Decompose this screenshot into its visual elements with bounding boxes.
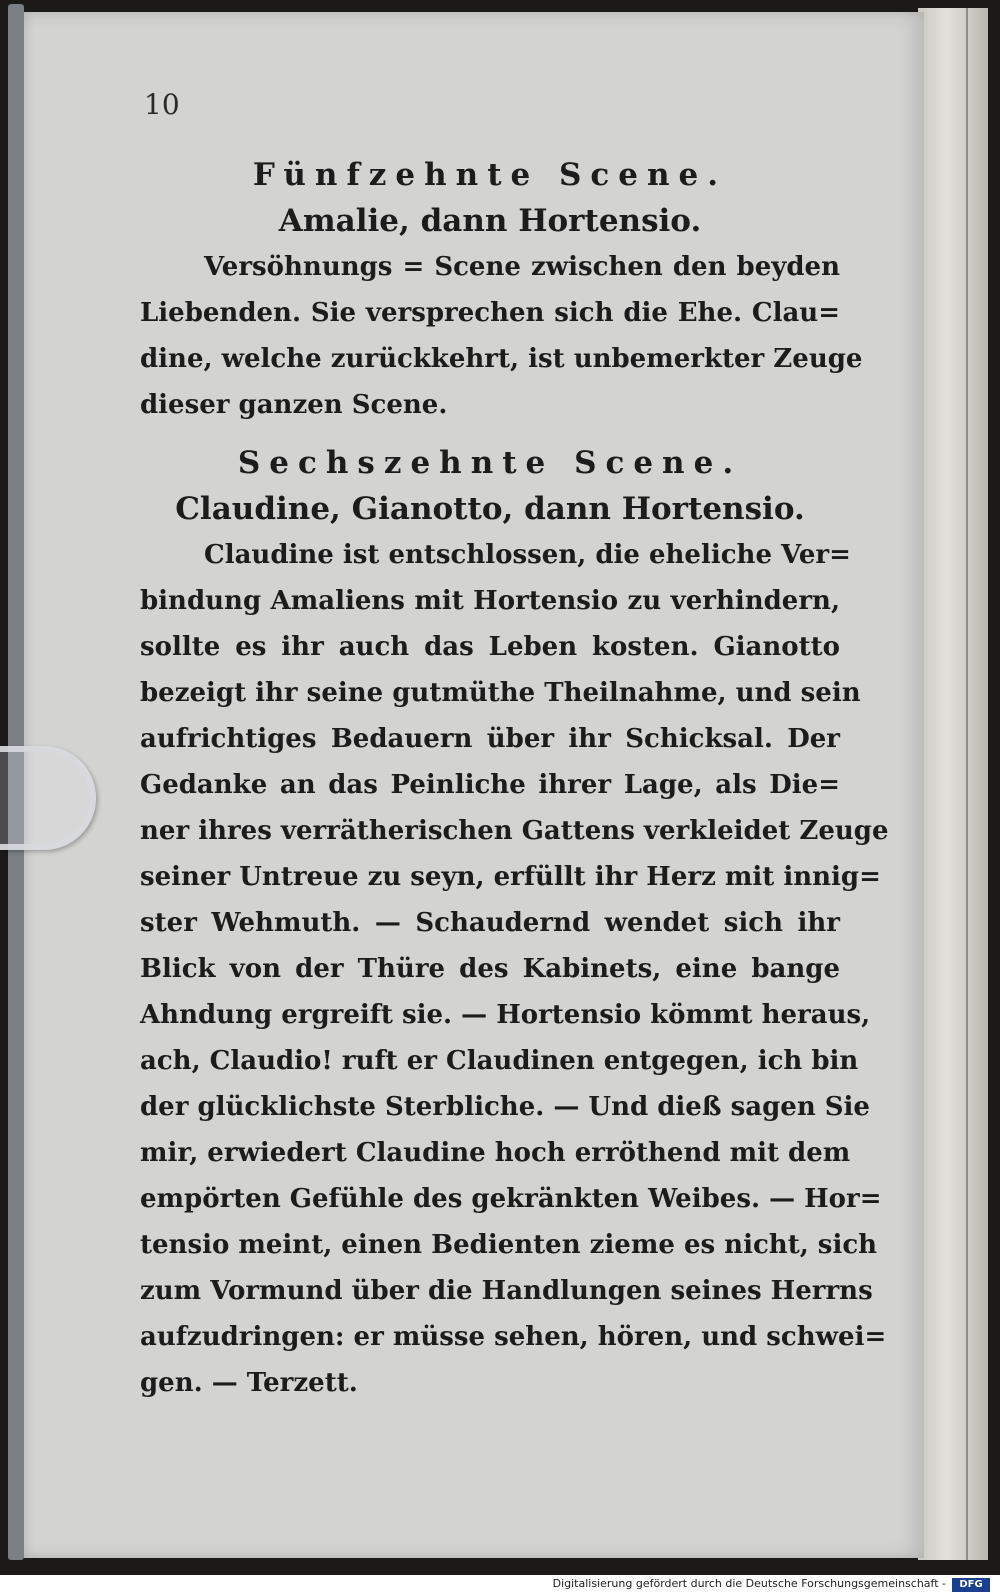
text-line: dine, welche zurückkehrt, ist unbemerkter Zeuge [140, 344, 863, 374]
page-number: 10 [144, 88, 180, 121]
text-line: Ahndung ergreift sie. — Hortensio kömmt heraus, [140, 1000, 871, 1030]
scene-16-characters: Claudine, Gianotto, dann Hortensio. [175, 491, 805, 527]
funding-credit: Digitalisierung gefördert durch die Deutsche Forschungsgemeinschaft - [552, 1577, 946, 1590]
text-line: der glücklichste Sterbliche. — Und dieß sagen Sie [140, 1092, 870, 1122]
text-line: Gedanke an das Peinliche ihrer Lage, als Die= [140, 770, 840, 800]
text-line: Blick von der Thüre des Kabinets, eine bange [140, 954, 840, 984]
text-line: Claudine ist entschlossen, die eheliche Ver= [204, 540, 851, 570]
scene-15-characters: Amalie, dann Hortensio. [278, 203, 702, 239]
text-line: ster Wehmuth. — Schaudernd wendet sich ihr [140, 908, 840, 938]
text-line: aufrichtiges Bedauern über ihr Schicksal. Der [140, 724, 840, 754]
text-line: seiner Untreue zu seyn, erfüllt ihr Herz mit innig= [140, 862, 881, 892]
scene-15-paragraph [140, 244, 863, 428]
text-line: ner ihres verrätherischen Gattens verkleidet Zeuge [140, 816, 889, 846]
footer-bar [0, 1575, 1000, 1595]
text-line: gen. — Terzett. [140, 1368, 358, 1398]
text-line: aufzudringen: er müsse sehen, hören, und schwei= [140, 1322, 887, 1352]
text-line: sollte es ihr auch das Leben kosten. Gianotto [140, 632, 840, 662]
text-line: dieser ganzen Scene. [140, 390, 448, 420]
scene-15-title: Fünfzehnte Scene. [252, 157, 728, 193]
scene-16-paragraph [140, 532, 889, 1406]
text-line: bezeigt ihr seine gutmüthe Theilnahme, und sein [140, 678, 861, 708]
text-line: ach, Claudio! ruft er Claudinen entgegen, ich bin [140, 1046, 859, 1076]
text-line: zum Vormund über die Handlungen seines Herrns [140, 1276, 873, 1306]
text-line: Versöhnungs = Scene zwischen den beyden [204, 252, 840, 282]
section-gap [140, 428, 840, 440]
text-line: mir, erwiedert Claudine hoch erröthend mit dem [140, 1138, 851, 1168]
dfg-logo[interactable]: DFG [952, 1578, 990, 1592]
page-text [140, 152, 889, 1406]
scene-16-title: Sechszehnte Scene. [237, 445, 743, 481]
page-stack-edge [918, 8, 988, 1560]
text-line: empörten Gefühle des gekränkten Weibes. — Hor= [140, 1184, 882, 1214]
text-line: bindung Amaliens mit Hortensio zu verhindern, [140, 586, 840, 616]
text-line: Liebenden. Sie versprechen sich die Ehe. Clau= [140, 298, 840, 328]
text-line: tensio meint, einen Bedienten zieme es nicht, sich [140, 1230, 878, 1260]
